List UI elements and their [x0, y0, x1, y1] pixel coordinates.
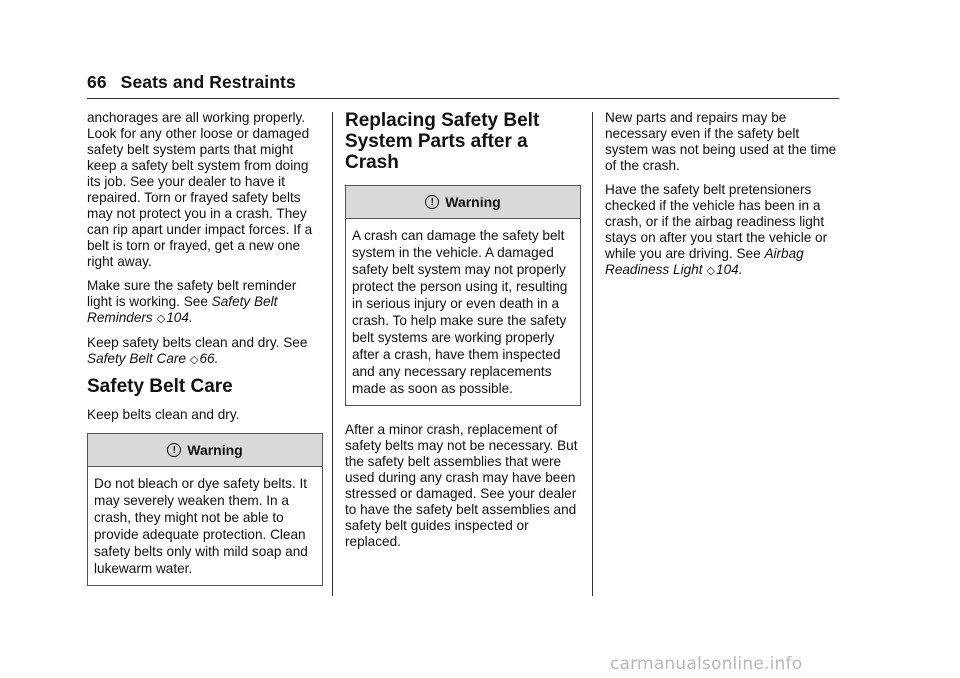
reference-title: Safety Belt Care: [87, 351, 186, 366]
paragraph: Keep belts clean and dry.: [87, 407, 240, 422]
warning-circle-icon: !: [425, 195, 439, 209]
reference-page: 66: [199, 351, 215, 366]
reference-page: 104: [166, 310, 189, 325]
cross-reference-link[interactable]: Airbag Readiness Light ◇104.: [605, 246, 804, 277]
paragraph: [605, 182, 841, 279]
page-ref-arrow-icon: ◇: [186, 354, 199, 366]
watermark: carmanualsonline.info: [610, 654, 803, 674]
section-title: Seats and Restraints: [120, 72, 296, 92]
paragraph: [87, 278, 323, 327]
warning-box: [345, 185, 581, 406]
cross-reference-link[interactable]: Safety Belt Reminders ◇104.: [87, 294, 278, 325]
warning-text: A crash can damage the safety belt system in the vehicle. A damaged safety belt system may not properly protect the person using it, resulting in serious injury or even death in a crash. To help make sure the safety belt systems are working properly after a crash, have them inspected and any necessary replacements made as soon as possible.: [352, 228, 568, 396]
warning-title: Warning: [445, 194, 501, 210]
paragraph-text: Have the safety belt pretensioners checked if the vehicle has been in a crash, or if the airbag readiness light stays on after you start the vehicle or while you are driving. See: [605, 182, 828, 261]
paragraph: [87, 335, 323, 368]
warning-header: [346, 186, 580, 219]
warning-title: Warning: [187, 442, 243, 458]
paragraph: New parts and repairs may be necessary even if the safety belt system was not being used at the time of the crash.: [605, 110, 837, 173]
cross-reference-link[interactable]: Safety Belt Care ◇66.: [87, 351, 219, 366]
column-divider: [592, 112, 593, 596]
page-ref-arrow-icon: ◇: [703, 265, 716, 277]
column-divider: [332, 112, 333, 596]
page-header: [87, 72, 296, 93]
paragraph: anchorages are all working properly. Look for any other loose or damaged safety belt system parts that might keep a safety belt system from doing its job. See your dealer to have it repaired. Torn or frayed safety belts may not protect you in a crash. They can rip apart under impact forces. If a belt is torn or frayed, get a new one right away.: [87, 110, 313, 269]
column-2: [345, 110, 581, 558]
warning-text: Do not bleach or dye safety belts. It may severely weaken them. In a crash, they might not be able to provide adequate protection. Clean safety belts only with mild soap and lukewarm water.: [94, 476, 308, 576]
column-3: [605, 110, 841, 287]
warning-header: [88, 434, 322, 467]
reference-title: Airbag Readiness Light: [605, 246, 804, 277]
reference-title: Safety Belt Reminders: [87, 294, 278, 325]
page-number: 66: [87, 72, 107, 92]
paragraph-text: Keep safety belts clean and dry. See: [87, 335, 308, 350]
section-heading: Replacing Safety Belt System Parts after a Crash: [345, 110, 540, 173]
header-rule: [87, 98, 839, 99]
reference-page: 104: [716, 262, 739, 277]
page-ref-arrow-icon: ◇: [153, 313, 166, 325]
paragraph-text: Make sure the safety belt reminder light is working. See: [87, 278, 297, 309]
warning-box: [87, 433, 323, 586]
paragraph: After a minor crash, replacement of safety belts may not be necessary. But the safety belt assemblies that were used during any crash may have been stressed or damaged. See your dealer to have the safety belt assemblies and safety belt guides inspected or replaced.: [345, 422, 578, 549]
section-heading: Safety Belt Care: [87, 376, 233, 397]
column-1: [87, 110, 323, 602]
warning-circle-icon: !: [167, 443, 181, 457]
